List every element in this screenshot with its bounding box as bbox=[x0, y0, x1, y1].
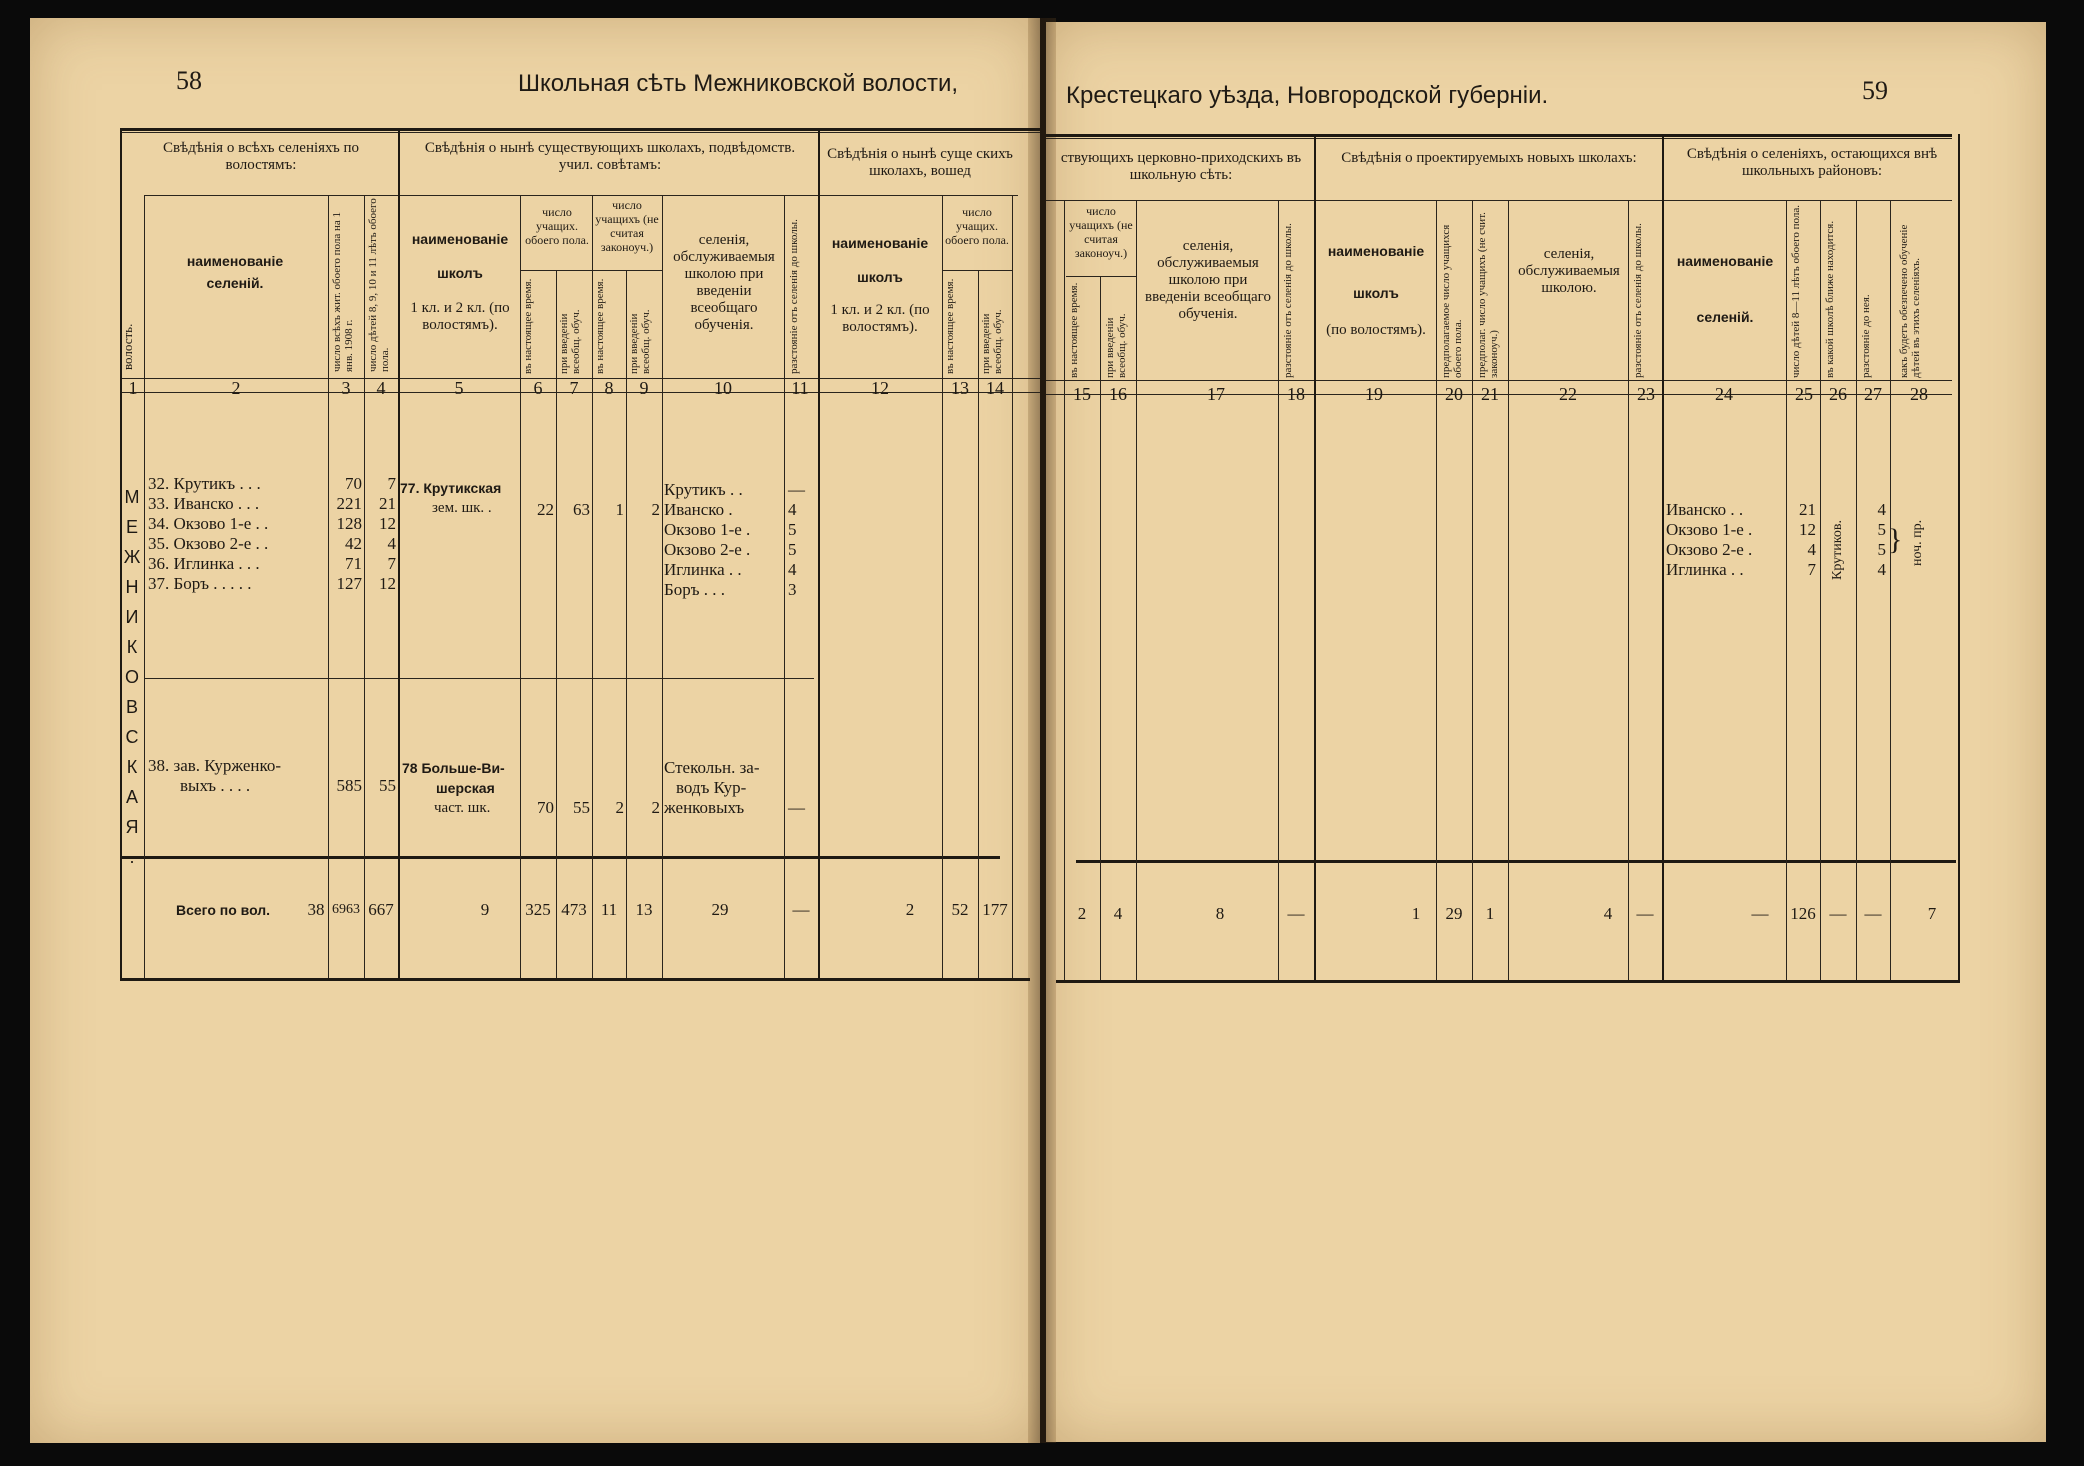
group-schools-header: Свѣдѣнія о нынѣ существующихъ школахъ, подвѣдомств. учил. совѣтамъ: bbox=[424, 140, 796, 173]
col-projected-served: селенія, обслуживаемыя школою. bbox=[1518, 246, 1620, 296]
village-children: 7 bbox=[387, 474, 396, 493]
outside-village: Окзово 2-е . bbox=[1666, 540, 1753, 559]
col-outside-how: какъ будетъ обезпечено обученіе дѣтей въ этихъ селеніяхъ. bbox=[1898, 224, 1922, 378]
volost-letter: С bbox=[125, 727, 139, 747]
total-projected-schools: 1 bbox=[1411, 904, 1421, 923]
village-38-children: 55 bbox=[379, 776, 396, 795]
served-distance: — bbox=[788, 480, 805, 499]
col-now-time: въ настоящее время. bbox=[522, 278, 534, 374]
total-church-now: 52 bbox=[951, 900, 969, 919]
col-number: 6 bbox=[533, 378, 543, 398]
col-projected-pupils: предполагаемое число учащихся обоего пола. bbox=[1440, 224, 1464, 378]
col-church-name-2: школъ bbox=[857, 269, 903, 285]
col-outside-children: число дѣтей 8—11 лѣтъ обоего пола. bbox=[1790, 205, 1802, 378]
served-distance: 4 bbox=[788, 560, 797, 579]
served-village: Иванско . bbox=[664, 500, 733, 519]
col-church-name-1: наименованіе bbox=[831, 235, 929, 251]
total-r-distance: — bbox=[1287, 904, 1305, 923]
school-77-teachers-univ: 2 bbox=[651, 500, 660, 519]
served-78-line: водъ Кур- bbox=[676, 778, 747, 797]
village-row-name: 35. Окзово 2-е . . bbox=[148, 534, 269, 553]
col-number: 23 bbox=[1637, 384, 1655, 404]
served-village: Боръ . . . bbox=[664, 580, 726, 599]
total-outside-name: — bbox=[1751, 904, 1769, 923]
total-pupils-univ: 473 bbox=[561, 900, 587, 919]
served-78-line: женковыхъ bbox=[664, 798, 745, 817]
book-gutter bbox=[1028, 18, 1056, 1443]
col-with-univ-2: при введеніи всеобщ. обуч. bbox=[628, 309, 652, 374]
village-row-name: 37. Боръ . . . . . bbox=[148, 574, 252, 593]
col-number: 22 bbox=[1559, 384, 1577, 404]
col-school-name-2: школъ bbox=[437, 265, 483, 281]
total-outside-distance: — bbox=[1864, 904, 1882, 923]
col-outside-name-1: наименованіе bbox=[1676, 253, 1774, 269]
village-row-name: 32. Крутикъ . . . bbox=[148, 474, 261, 493]
school-77-teachers-now: 1 bbox=[615, 500, 624, 519]
col-teachers: число учащихъ (не считая законоуч.) bbox=[1069, 204, 1133, 260]
school-78-teachers-now: 2 bbox=[615, 798, 624, 817]
school-78-pupils-now: 70 bbox=[537, 798, 554, 817]
village-38-name-cont: выхъ . . . . bbox=[180, 776, 251, 795]
col-number: 3 bbox=[341, 378, 351, 398]
total-outside-children: 126 bbox=[1790, 904, 1816, 923]
volost-letter: И bbox=[125, 607, 139, 627]
served-78-distance: — bbox=[788, 798, 805, 817]
right-page-number: 59 bbox=[1862, 76, 1888, 105]
col-projected-name-3: (по волостямъ). bbox=[1326, 322, 1426, 338]
total-r-teachers-univ: 4 bbox=[1113, 904, 1123, 923]
volost-letter: Ж bbox=[123, 547, 141, 567]
village-row-name: 34. Окзово 1-е . . bbox=[148, 514, 269, 533]
total-projected-pupils: 29 bbox=[1445, 904, 1463, 923]
total-outside-how: 7 bbox=[1927, 904, 1937, 923]
school-77-pupils-univ: 63 bbox=[573, 500, 590, 519]
total-projected-served: 4 bbox=[1603, 904, 1613, 923]
col-population: число всѣхъ жит. обоего пола на 1 янв. 1908 г. bbox=[331, 212, 355, 372]
col-church-name-3: 1 кл. и 2 кл. (по волостямъ). bbox=[830, 302, 930, 335]
volost-letter: О bbox=[124, 667, 139, 687]
col-church-univ: при введеніи всеобщ. обуч. bbox=[980, 309, 1004, 374]
group-church-header-cont: ствующихъ церковно-приходскихъ въ школьную сѣть: bbox=[1060, 150, 1302, 183]
col-number: 10 bbox=[714, 378, 732, 398]
group-outside-header: Свѣдѣнія о селеніяхъ, остающихся внѣ школьныхъ районовъ: bbox=[1686, 146, 1938, 179]
served-distance: 3 bbox=[788, 580, 797, 599]
village-children: 7 bbox=[387, 554, 396, 573]
col-number: 5 bbox=[454, 378, 464, 398]
village-pop: 221 bbox=[336, 494, 362, 513]
total-pupils-now: 325 bbox=[525, 900, 551, 919]
col-projected-teachers: предполаг. число учащихъ (не счит. законоуч.) bbox=[1476, 212, 1500, 378]
outside-children: 12 bbox=[1799, 520, 1816, 539]
bracket-glyph: } bbox=[1888, 523, 1903, 556]
outside-distance: 4 bbox=[1877, 560, 1886, 579]
outside-children: 7 bbox=[1807, 560, 1816, 579]
village-children: 12 bbox=[379, 574, 396, 593]
total-teachers-now: 11 bbox=[600, 900, 618, 919]
col-number: 13 bbox=[951, 378, 969, 398]
col-served-r: селенія, обслуживаемыя школою при введеніи всеобщаго обученія. bbox=[1145, 238, 1271, 322]
volost-vertical-name bbox=[120, 482, 144, 872]
col-number: 18 bbox=[1287, 384, 1305, 404]
outside-distance: 5 bbox=[1877, 540, 1886, 559]
volost-letter: Н bbox=[125, 577, 139, 597]
col-number: 20 bbox=[1445, 384, 1463, 404]
village-children: 4 bbox=[387, 534, 396, 553]
village-pop: 127 bbox=[336, 574, 362, 593]
outside-children: 21 bbox=[1799, 500, 1816, 519]
village-pop: 128 bbox=[336, 514, 362, 533]
col-number: 9 bbox=[639, 378, 649, 398]
village-pop: 71 bbox=[345, 554, 362, 573]
col-number: 24 bbox=[1715, 384, 1733, 404]
village-row-name: 36. Иглинка . . . bbox=[148, 554, 260, 573]
volost-letter: К bbox=[126, 757, 138, 777]
totals-label: Всего по вол. bbox=[176, 902, 271, 918]
col-with-univ: при введеніи всеобщ. обуч. bbox=[558, 309, 582, 374]
outside-village: Иванско . . bbox=[1666, 500, 1744, 519]
col-number: 16 bbox=[1109, 384, 1127, 404]
total-church-schools: 2 bbox=[905, 900, 915, 919]
col-now-time-r: въ настоящее время. bbox=[1068, 282, 1080, 378]
school-78-name-cont: шерская bbox=[436, 780, 495, 796]
total-served: 29 bbox=[711, 900, 729, 919]
served-village: Крутикъ . . bbox=[664, 480, 743, 499]
col-distance: разстояніе отъ селенія до школы. bbox=[788, 219, 800, 374]
total-schools: 9 bbox=[480, 900, 490, 919]
group-projected-header: Свѣдѣнія о проектируемыхъ новыхъ школахъ: bbox=[1341, 150, 1637, 166]
outside-distance: 5 bbox=[1877, 520, 1886, 539]
group-villages-header: Свѣдѣнія о всѣхъ селеніяхъ по волостямъ: bbox=[162, 140, 360, 173]
col-number: 17 bbox=[1207, 384, 1225, 404]
volost-letter: Е bbox=[125, 517, 138, 537]
total-distance: — bbox=[792, 900, 810, 919]
school-78-type: част. шк. bbox=[434, 800, 491, 816]
total-teachers-univ: 13 bbox=[635, 900, 653, 919]
col-projected-name-2: школъ bbox=[1353, 285, 1399, 301]
total-r-served: 8 bbox=[1215, 904, 1225, 923]
right-page bbox=[1046, 22, 2046, 1442]
col-number: 1 bbox=[128, 378, 138, 398]
col-distance-r: разстояніе отъ селенія до школы. bbox=[1282, 223, 1294, 378]
school-78-name: 78 Больше-Ви- bbox=[402, 760, 505, 776]
outside-distance: 4 bbox=[1877, 500, 1886, 519]
total-projected-teachers: 1 bbox=[1485, 904, 1495, 923]
col-volost: волость. bbox=[120, 323, 135, 370]
served-78-line: Стекольн. за- bbox=[664, 758, 760, 777]
village-row-name: 33. Иванско . . . bbox=[148, 494, 260, 513]
total-outside-nearest: — bbox=[1829, 904, 1847, 923]
total-church-univ: 177 bbox=[982, 900, 1008, 919]
col-village-name: наименованіе селеній. bbox=[186, 253, 284, 291]
school-78-pupils-univ: 55 bbox=[573, 798, 590, 817]
total-r-teachers-now: 2 bbox=[1077, 904, 1087, 923]
volost-letter: Я bbox=[125, 817, 139, 837]
col-number: 26 bbox=[1829, 384, 1847, 404]
col-teachers-excl: число учащихъ (не считая законоуч.) bbox=[595, 198, 659, 254]
outside-how-provided: ноч. пр. bbox=[1910, 519, 1925, 566]
served-distance: 4 bbox=[788, 500, 797, 519]
col-with-univ-r: при введеніи всеобщ. обуч. bbox=[1104, 313, 1128, 378]
col-number: 14 bbox=[986, 378, 1004, 398]
served-village: Иглинка . . bbox=[664, 560, 742, 579]
served-distance: 5 bbox=[788, 540, 797, 559]
col-number: 12 bbox=[871, 378, 889, 398]
volost-letter: К bbox=[126, 637, 138, 657]
school-77-type: зем. шк. . bbox=[432, 500, 492, 516]
col-church-now: въ настоящее время. bbox=[944, 278, 956, 374]
served-village: Окзово 1-е . bbox=[664, 520, 751, 539]
col-number: 27 bbox=[1864, 384, 1882, 404]
col-outside-distance: разстояніе до нея. bbox=[1860, 294, 1872, 378]
col-served: селенія, обслуживаемыя школою при введеніи всеобщаго обученія. bbox=[673, 232, 775, 333]
served-distance: 5 bbox=[788, 520, 797, 539]
col-pupils-both: число учащих. обоего пола. bbox=[525, 205, 589, 247]
col-projected-name-1: наименованіе bbox=[1327, 243, 1425, 259]
col-number: 8 bbox=[604, 378, 614, 398]
outside-village: Окзово 1-е . bbox=[1666, 520, 1753, 539]
left-page-number: 58 bbox=[176, 66, 202, 95]
village-children: 12 bbox=[379, 514, 396, 533]
school-78-teachers-univ: 2 bbox=[651, 798, 660, 817]
school-77-pupils-now: 22 bbox=[537, 500, 554, 519]
col-children: число дѣтей 8, 9, 10 и 11 лѣтъ обоего пола. bbox=[367, 198, 391, 372]
outside-village: Иглинка . . bbox=[1666, 560, 1744, 579]
col-number: 15 bbox=[1073, 384, 1091, 404]
col-now-time-2: въ настоящее время. bbox=[594, 278, 606, 374]
left-page-header: Школьная сѣть Межниковской волости, bbox=[518, 70, 959, 97]
served-village: Окзово 2-е . bbox=[664, 540, 751, 559]
col-projected-distance: разстояніе отъ селенія до школы. bbox=[1632, 223, 1644, 378]
volost-letter: . bbox=[129, 847, 135, 867]
col-church-pupils: число учащих. обоего пола. bbox=[945, 205, 1009, 247]
school-77-name: 77. Крутикская bbox=[400, 480, 502, 496]
col-number: 25 bbox=[1795, 384, 1813, 404]
village-pop: 42 bbox=[345, 534, 362, 553]
col-number: 2 bbox=[231, 378, 241, 398]
volost-letter: М bbox=[124, 487, 140, 507]
total-projected-distance: — bbox=[1636, 904, 1654, 923]
col-number: 19 bbox=[1365, 384, 1383, 404]
right-page-header: Крестецкаго уѣзда, Новгородской губерніи. bbox=[1066, 82, 1549, 109]
col-number: 21 bbox=[1481, 384, 1499, 404]
volost-letter: В bbox=[125, 697, 138, 717]
total-population: 6963 bbox=[332, 902, 360, 917]
outside-nearest-school: Крутиков. bbox=[1830, 520, 1845, 580]
col-number: 11 bbox=[791, 378, 809, 398]
total-children: 667 bbox=[368, 900, 394, 919]
col-number: 28 bbox=[1910, 384, 1928, 404]
col-number: 4 bbox=[376, 378, 386, 398]
col-outside-nearest: въ какой школѣ ближе находится. bbox=[1824, 220, 1836, 378]
group-church-header: Свѣдѣнія о нынѣ суще скихъ школахъ, вошед bbox=[827, 146, 1013, 179]
total-villages: 38 bbox=[307, 900, 325, 919]
village-children: 21 bbox=[379, 494, 396, 513]
village-38-name: 38. зав. Курженко- bbox=[148, 756, 282, 775]
village-pop: 70 bbox=[345, 474, 362, 493]
col-number: 7 bbox=[569, 378, 579, 398]
village-38-pop: 585 bbox=[336, 776, 362, 795]
col-school-name-1: наименованіе bbox=[411, 231, 509, 247]
outside-children: 4 bbox=[1807, 540, 1816, 559]
col-outside-name-2: селеній. bbox=[1696, 309, 1754, 325]
col-school-name-3: 1 кл. и 2 кл. (по волостямъ). bbox=[410, 300, 510, 333]
volost-letter: А bbox=[125, 787, 138, 807]
